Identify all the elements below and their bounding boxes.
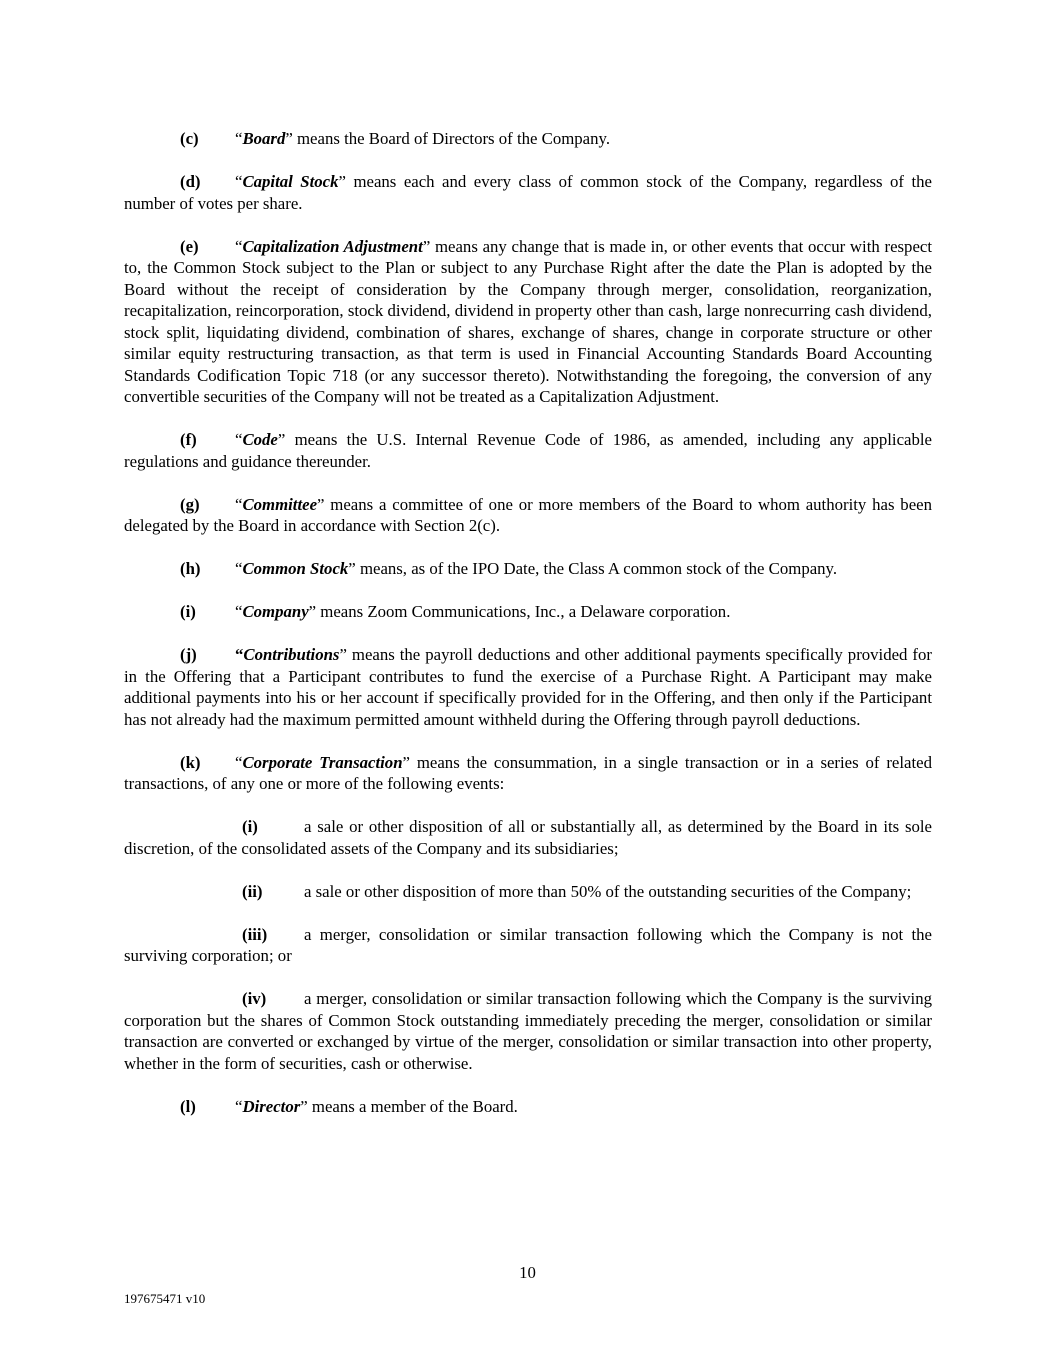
definition-paragraph [124,1096,932,1118]
open-quote: “ [235,172,243,191]
definition-text: ” means the consummation, in a single transaction or in a series of related transactions, of any one or more of the following events: [124,752,932,793]
open-quote: “ [235,1096,243,1116]
open-quote: “ [235,430,243,449]
definition-paragraph [124,429,932,472]
definition-paragraph [124,601,932,623]
defined-term: Board [242,129,286,148]
definition-paragraph [124,988,932,1074]
clause-label: (c) [180,129,199,148]
defined-term: Company [242,602,309,621]
page-number: 10 [519,1263,536,1282]
definition-paragraph [124,816,932,859]
defined-term: Capitalization Adjustment [242,236,423,256]
clause-label: (l) [180,1096,196,1116]
clause-label: (g) [180,494,200,514]
definition-text: ” means the Board of Directors of the Company. [285,129,611,148]
definition-text: a sale or other disposition of all or substantially all, as determined by the Board in its sole discretion, of the consolidated assets of the Company and its subsidiaries; [124,817,932,858]
definition-text: ” means each and every class of common stock of the Company, regardless of the number of votes per share. [124,172,932,213]
definition-text: ” means, as of the IPO Date, the Class A common stock of the Company. [348,559,838,578]
defined-term: Director [242,1096,301,1116]
open-quote: “ [235,645,244,664]
clause-label: (f) [180,430,197,449]
definition-text: ” means any change that is made in, or other events that occur with respect to, the Common Stock subject to the Plan or subject to any Purchase Right after the date the Plan is adopted by the Board without the receipt of consideration by the Company through merger, consolidation, reorganization, recapitalization, reincorporation, stock dividend, dividend in property other than cash, large nonrecurring cash dividend, stock split, liquidating dividend, combination of shares, exchange of shares, change in corporate structure or other similar equity restructuring transaction, as that term is used in Financial Accounting Standards Board Accounting Standards Codification Topic 718 (or any successor thereto). Notwithstanding the foregoing, the conversion of any convertible securities of the Company will not be treated as a Capitalization Adjustment. [124,236,933,406]
definition-paragraph [124,171,932,214]
definition-paragraph [124,128,932,150]
definition-text: ” means the payroll deductions and other additional payments specifically provided for in the Offering that a Participant contributes to fund the exercise of a Purchase Right. A Participant may make additional payments into his or her account if specifically provided for in the Offering, and then only if the Participant has not already had the maximum permitted amount withheld during the Offering through payroll deductions. [124,645,932,729]
clause-label: (iv) [242,989,267,1008]
definition-paragraph [124,924,932,967]
definition-text: ” means the U.S. Internal Revenue Code of 1986, as amended, including any applicable regulations and guidance thereunder. [124,430,932,471]
clause-label: (ii) [242,881,263,901]
clause-label: (d) [180,172,201,191]
definition-text: ” means Zoom Communications, Inc., a Delaware corporation. [308,602,731,621]
open-quote: “ [235,602,243,621]
clause-label: (i) [180,602,196,621]
definition-text: ” means a member of the Board. [300,1096,518,1116]
definition-text: ” means a committee of one or more members of the Board to whom authority has been delegated by the Board in accordance with Section 2(c). [124,494,932,535]
clause-label: (j) [180,645,197,664]
definition-paragraph [124,644,932,730]
defined-term: Capital Stock [242,172,339,191]
definition-text: a merger, consolidation or similar transaction following which the Company is the surviving corporation but the shares of Common Stock outstanding immediately preceding the merger, consolidation or similar transaction are converted or exchanged by virtue of the merger, consolidation or similar transaction into other property, whether in the form of securities, cash or otherwise. [124,989,932,1073]
definition-paragraph [124,752,932,795]
clause-label: (k) [180,752,201,772]
definition-text: a merger, consolidation or similar transaction following which the Company is not the surviving corporation; or [124,924,932,965]
defined-term: Code [242,430,278,449]
open-quote: “ [235,129,243,148]
defined-term: Contributions [243,645,340,664]
definition-paragraph [124,558,932,580]
clause-label: (h) [180,559,201,578]
defined-term: Common Stock [242,559,349,578]
clause-label: (iii) [242,924,268,944]
clause-label: (i) [242,817,258,836]
definition-paragraph [124,881,932,903]
open-quote: “ [235,752,243,772]
footer-doc-id: 197675471 v10 [124,1291,206,1306]
open-quote: “ [235,494,243,514]
open-quote: “ [235,236,243,256]
definitions-list [124,128,932,1117]
definition-paragraph [124,236,932,408]
definition-text: a sale or other disposition of more than 50% of the outstanding securities of the Company; [304,881,912,901]
open-quote: “ [235,559,243,578]
definition-paragraph [124,494,932,537]
defined-term: Committee [242,494,318,514]
defined-term: Corporate Transaction [242,752,403,772]
clause-label: (e) [180,236,199,256]
